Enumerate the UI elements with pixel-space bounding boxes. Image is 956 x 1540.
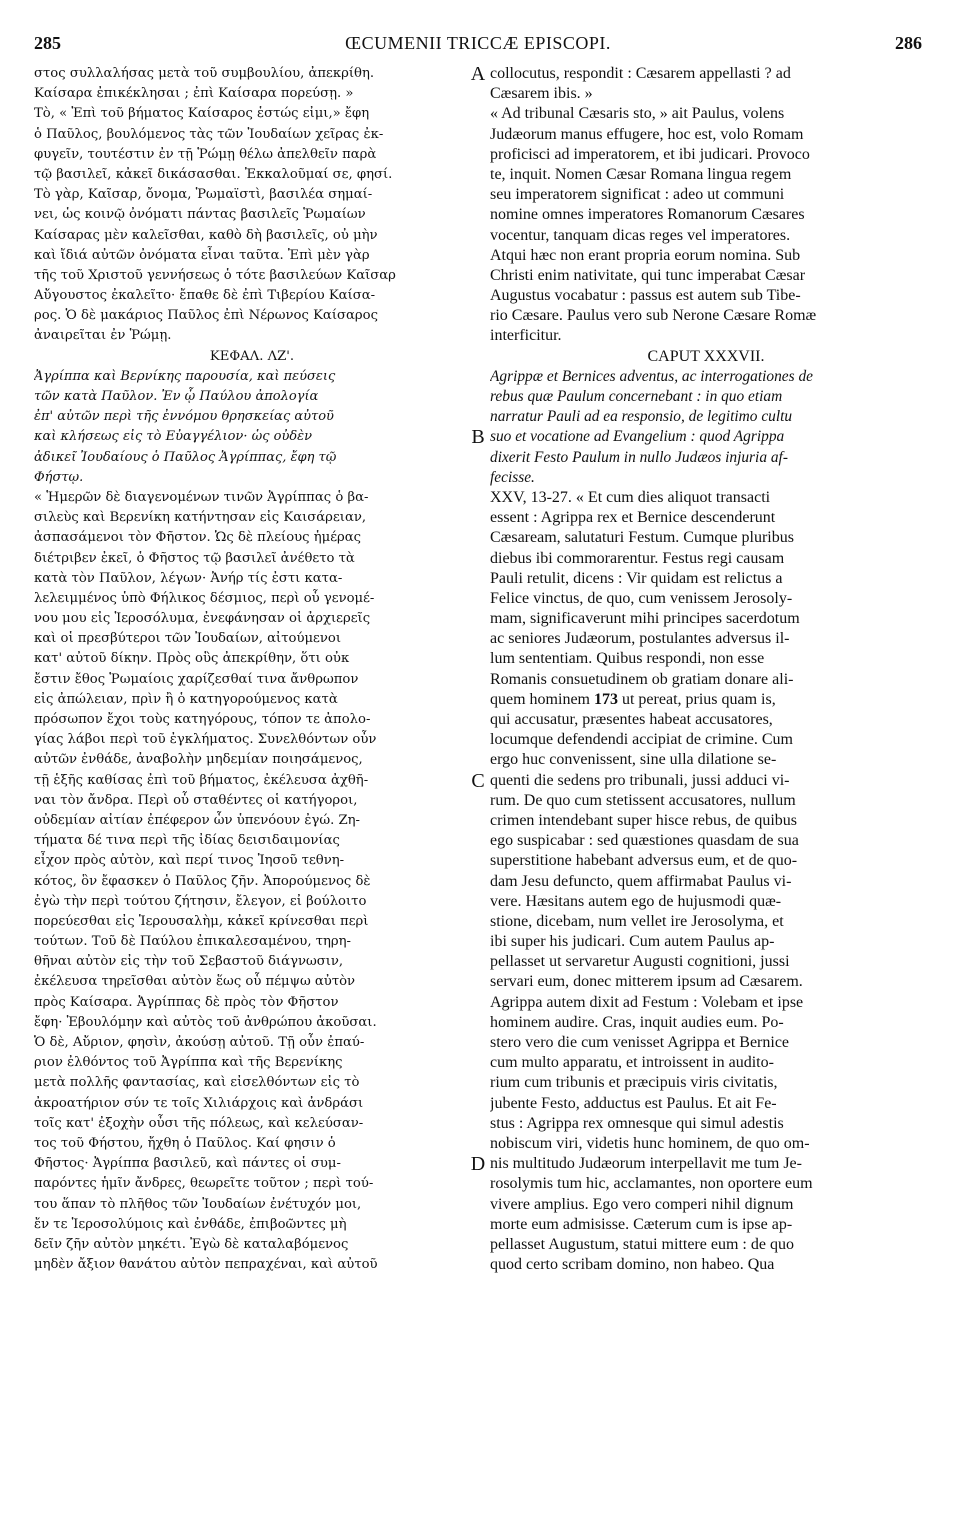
latin-text-line: vocentur, tanquam dicas reges vel imperatores. bbox=[490, 226, 791, 244]
latin-text-line: stione, dicebam, num vellet ire Jerosolyma, et bbox=[490, 912, 784, 930]
latin-text-line: Agrippa autem dixit ad Festum : Volebam et ipse bbox=[490, 993, 804, 1011]
latin-text-line: servari eum, donec mitterem ipsum ad Cæsarem. bbox=[490, 973, 803, 991]
latin-text-line: Judæorum manus effugere, hoc est, volo Romam bbox=[490, 125, 804, 143]
latin-text-line: ac seniores Judæorum, postulantes adversus il- bbox=[490, 630, 790, 648]
latin-text-line: collocutus, respondit : Cæsarem appellasti ? ad bbox=[490, 65, 791, 82]
greek-summary-line: Φήστῳ. bbox=[34, 469, 84, 485]
latin-text-line: lum sententiam. Quibus respondi, non esse bbox=[490, 650, 765, 668]
greek-text-line: αὐτῶν ἐνθάδε, ἀναβολὴν μηδεμίαν ποιησάμενος, bbox=[34, 752, 363, 768]
greek-text-line: ἔφη· Ἐβουλόμην καὶ αὐτὸς τοῦ ἀνθρώπου ἀκοῦσαι. bbox=[34, 1014, 377, 1030]
greek-text-line: νει, ὡς κοινῷ ὀνόματι πάντας βασιλεῖς Ῥωμαίων bbox=[34, 207, 366, 223]
greek-text-line: τος τοῦ Φήστου, ἤχθη ὁ Παῦλος. Καί φησιν ὁ bbox=[34, 1135, 336, 1151]
latin-text-line: Atqui hæc non erant propria eorum nomina. Sub bbox=[490, 246, 801, 264]
page-number-right: 286 bbox=[895, 33, 922, 53]
greek-text-line: Καίσαρα ἐπικέκλησαι ; ἐπὶ Καίσαρα πορεύσῃ. » bbox=[34, 86, 354, 102]
greek-text-line: νου μου εἰς Ἱεροσόλυμα, ἐνεφάνησαν οἱ ἀρχιερεῖς bbox=[34, 611, 371, 627]
greek-text-line: κότος, ὃν ἔφασκεν ὁ Παῦλος ζῆν. Ἀπορούμενος δὲ bbox=[34, 873, 371, 889]
greek-text-line: μετὰ πολλῆς φαντασίας, καὶ εἰσελθόντων εἰς τὸ bbox=[34, 1075, 360, 1091]
greek-text-line: ἀναιρεῖται ἐν Ῥώμῃ. bbox=[34, 328, 172, 344]
greek-text-line: εἰς ἀπώλειαν, πρὶν ἢ ὁ κατηγορούμενος κατὰ bbox=[34, 691, 338, 707]
latin-summary-line: Agrippæ et Bernices adventus, ac interrogationes de bbox=[490, 367, 814, 385]
latin-summary-line: dixerit Festo Paulum in nullo Judæos injuria af- bbox=[490, 448, 788, 466]
latin-text-line: jubente Festo, adductus est Paulus. Et ait Fe- bbox=[490, 1094, 777, 1112]
greek-text-line: τήματα δέ τινα περὶ τῆς ἰδίας δεισιδαιμονίας bbox=[34, 833, 340, 849]
latin-text-line: locumque defendendi accipiat de crimine. Cum bbox=[490, 731, 793, 749]
latin-text-line: XXV, 13-27. « Et cum dies aliquot transacti bbox=[490, 488, 771, 506]
column-number-173: 173 bbox=[593, 690, 618, 708]
latin-text-line: essent : Agrippa rex et Bernice descenderunt bbox=[490, 509, 776, 527]
greek-text-line: τῇ ἑξῆς καθίσας ἐπὶ τοῦ βήματος, ἐκέλευσα ἀχθῆ- bbox=[34, 772, 369, 788]
greek-chapter-heading: ΚΕΦΑΛ. ΛΖ'. bbox=[209, 348, 295, 364]
greek-text-line: διέτριβεν ἐκεῖ, ὁ Φῆστος τῷ βασιλεῖ ἀνέθετο τὰ bbox=[34, 550, 355, 566]
greek-text-line: ἐγὼ τὴν περὶ τούτου ζήτησιν, ἔλεγον, εἰ βούλοιτο bbox=[34, 893, 367, 909]
latin-text-line: Cæsaream, salutaturi Festum. Cumque pluribus bbox=[490, 529, 794, 547]
margin-letter-a: A bbox=[470, 63, 486, 85]
greek-text-line: του ἅπαν τὸ πλῆθος τῶν Ἰουδαίων ἐνέτυχόν μοι, bbox=[34, 1196, 362, 1212]
margin-letter-c: C bbox=[471, 770, 485, 792]
greek-text-line: εἶχον πρὸς αὐτὸν, καὶ περί τινος Ἰησοῦ τεθνη- bbox=[34, 853, 345, 869]
latin-text-line: Pauli retulit, dicens : Vir quidam est relictus a bbox=[490, 569, 783, 587]
greek-text-line: Τὸ, « Ἐπὶ τοῦ βήματος Καίσαρος ἑστώς εἰμι,» ἔφη bbox=[34, 106, 370, 122]
latin-text-line: nis multitudo Judæorum interpellavit me tum Je- bbox=[490, 1155, 802, 1173]
latin-text-line: ego suspicabar : sed quæstiones quasdam de sua bbox=[490, 832, 799, 850]
greek-text-line: καὶ ἴδιά αὐτῶν ὀνόματα εἶναι ταῦτα. Ἐπὶ μὲν γὰρ bbox=[34, 247, 370, 263]
latin-text-line: interficitur. bbox=[490, 327, 562, 345]
margin-letter-b: B bbox=[471, 426, 485, 448]
latin-text-line: te, inquit. Nomen Cæsar Romana lingua regem bbox=[490, 165, 792, 183]
greek-text-line: κατὰ τὸν Παῦλον, λέγων· Ἀνήρ τίς ἐστι κατα- bbox=[34, 570, 343, 586]
latin-text-line: pellasset Augustum, statui mittere eum : de quo bbox=[490, 1235, 794, 1253]
greek-summary-line: Ἀγρίππα καὶ Βερνίκης παρουσία, καὶ πεύσεις bbox=[34, 368, 336, 384]
greek-text-line: ὁ Παῦλος, βουλόμενος τὰς τῶν Ἰουδαίων χεῖρας ἐκ- bbox=[34, 126, 384, 142]
latin-summary-line: suo et vocatione ad Evangelium : quod Agrippa bbox=[490, 428, 785, 446]
greek-text-line: Αὔγουστος ἐκαλεῖτο· ἔπαθε δὲ ἐπὶ Τιβερίου Καίσα- bbox=[34, 288, 376, 304]
latin-text-line: rium cum tribunis et præcipuis viris civitatis, bbox=[490, 1074, 778, 1092]
latin-text-line: rosolymis tum hic, acclamantes, non oportere eum bbox=[490, 1175, 813, 1193]
greek-summary-line: ἐπ' αὐτῶν περὶ τῆς ἐννόμου θρησκείας αὐτοῦ bbox=[34, 409, 334, 425]
latin-text-line: seu imperatorem significat : adeo ut communi bbox=[490, 186, 785, 204]
latin-text-line: stus : Agrippa rex omnesque qui simul adestis bbox=[490, 1114, 784, 1132]
page-header bbox=[34, 33, 922, 59]
greek-text-line: τούτων. Τοῦ δὲ Παύλου ἐπικαλεσαμένου, τηρη- bbox=[34, 934, 352, 950]
greek-text-line: ρος. Ὁ δὲ μακάριος Παῦλος ἐπὶ Νέρωνος Καίσαρος bbox=[34, 308, 378, 324]
greek-text-line: ναι τὸν ἄνδρα. Περὶ οὗ σταθέντες οἱ κατήγοροι, bbox=[34, 792, 358, 808]
greek-text-line: ἐκέλευσα τηρεῖσθαι αὐτὸν ἕως οὗ πέμψω αὐτὸν bbox=[34, 974, 356, 990]
greek-text-line: ἔστιν ἔθος Ῥωμαίοις χαρίζεσθαί τινα ἄνθρωπον bbox=[34, 671, 359, 687]
latin-text-line: quod certo scribam domino, non habeo. Qua bbox=[490, 1256, 775, 1274]
latin-text-line: rum. De quo cum stetissent accusatores, nullum bbox=[490, 791, 796, 809]
greek-summary-line: καὶ κλήσεως εἰς τὸ Εὐαγγέλιον· ὡς οὐδὲν bbox=[34, 429, 313, 445]
latin-summary-line: rebus quæ Paulum concernebant : in quo etiam bbox=[490, 388, 783, 405]
latin-column bbox=[490, 64, 922, 1275]
greek-text-line: πρόσωπον ἔχοι τοὺς κατηγόρους, τόπον τε ἀπολο- bbox=[34, 712, 371, 727]
greek-text-line: πορεύεσθαι εἰς Ἱερουσαλὴμ, κἀκεῖ κρίνεσθαι περὶ bbox=[34, 913, 369, 929]
latin-text-line: mam, significaverunt mihi principes sacerdotum bbox=[490, 610, 800, 628]
greek-text-line: τῆς τοῦ Χριστοῦ γεννήσεως ὁ τότε βασιλεύων Καῖσαρ bbox=[34, 267, 396, 283]
latin-text-line: crimen intendebant super hisce rebus, de quibus bbox=[490, 811, 798, 829]
latin-text-line: morte eum admisisse. Cæterum cum is ipse ap- bbox=[490, 1215, 793, 1233]
latin-text-line: pellasset ut servaretur Augusti cognitioni, jussi bbox=[490, 953, 790, 971]
latin-text-line: nomine omnes imperatores Romanorum Cæsares bbox=[490, 206, 805, 224]
latin-text-line: vivere amplius. Ego vero comperi nihil dignum bbox=[490, 1195, 794, 1213]
greek-text-line: « Ἡμερῶν δὲ διαγενομένων τινῶν Ἀγρίππας ὁ βα- bbox=[34, 489, 369, 505]
greek-text-line: παρόντες ἡμῖν ἄνδρες, θεωρεῖτε τοῦτον ; περὶ τού- bbox=[34, 1176, 374, 1192]
latin-text-line: Augustus vocabatur : passus est autem sub Tibe- bbox=[490, 287, 801, 305]
greek-text-line: γίας λάβοι περὶ τοῦ ἐγκλήματος. Συνελθόντων οὖν bbox=[34, 732, 377, 748]
latin-text-line: Christi enim nativitate, qui tunc imperabat Cæsar bbox=[490, 266, 806, 284]
latin-text-line: vere. Hæsitans autem ego de hujusmodi quæ- bbox=[490, 892, 782, 910]
greek-text-line: Φῆστος· Ἀγρίππα βασιλεῦ, καὶ πάντες οἱ συμ- bbox=[34, 1156, 341, 1172]
latin-text-line: proficisci ad imperatorem, et ibi judicari. Provoco bbox=[490, 145, 810, 163]
latin-text-line: superstitione habebant adversus eum, et de quo- bbox=[490, 852, 798, 870]
latin-text-line: rio Cæsare. Paulus vero sub Nerone Cæsare Romæ bbox=[490, 307, 817, 325]
greek-text-line: κατ' αὐτοῦ δίκην. Πρὸς οὓς ἀπεκρίθην, ὅτι οὐκ bbox=[34, 651, 350, 667]
latin-text-line: « Ad tribunal Cæsaris sto, » ait Paulus, volens bbox=[490, 105, 785, 123]
greek-text-line: δεῖν ζῆν αὐτὸν μηκέτι. Ἐγὼ δὲ καταλαβόμενος bbox=[34, 1236, 349, 1252]
greek-text-line: οὐδεμίαν αἰτίαν ἐπέφερον ὧν ὑπενόουν ἐγώ. Ζη- bbox=[34, 812, 360, 828]
greek-text-line: Καίσαρας μὲν καλεῖσθαι, καθὸ δὴ βασιλεῖς, οὐ μὴν bbox=[34, 227, 378, 243]
greek-text-line: Τὸ γὰρ, Καῖσαρ, ὄνομα, Ῥωμαϊστὶ, βασιλέα σημαί- bbox=[34, 187, 373, 203]
greek-text-line: σιλεὺς καὶ Βερενίκη κατήντησαν εἰς Καισάρειαν, bbox=[34, 510, 367, 526]
greek-text-line: ἔν τε Ἱεροσολύμοις καὶ ἐνθάδε, ἐπιβοῶντες μὴ bbox=[34, 1216, 347, 1232]
margin-letter-d: D bbox=[470, 1153, 486, 1175]
greek-text-line: θῆναι αὐτὸν εἰς τὴν τοῦ Σεβαστοῦ διάγνωσιν, bbox=[34, 954, 344, 970]
greek-text-line: ἀσπασάμενοι τὸν Φῆστον. Ὡς δὲ πλείους ἡμέρας bbox=[34, 530, 362, 546]
latin-text-line: diebus ibi commorarentur. Festus regi causam bbox=[490, 549, 785, 567]
greek-text-line: φυγεῖν, τουτέστιν ἐν τῇ Ῥώμῃ θέλω ἀπελθεῖν παρὰ bbox=[34, 146, 377, 162]
greek-text-line: τῷ βασιλεῖ, κἀκεῖ δικάσασθαι. Ἐκκαλοῦμαί σε, φησί. bbox=[34, 166, 393, 182]
latin-text-line: Romanis consuetudinem ob gratiam donare ali- bbox=[490, 670, 794, 688]
latin-text-line: qui accusatur, præsentes habeat accusatores, bbox=[490, 711, 773, 728]
greek-text-line: Ὁ δὲ, Αὔριον, φησὶν, ἀκούσῃ αὐτοῦ. Τῇ οὖν ἐπαύ- bbox=[34, 1035, 365, 1050]
latin-chapter-heading: CAPUT XXXVII. bbox=[647, 347, 765, 365]
greek-text-line: λελειμμένος ὑπὸ Φήλικος δέσμιος, περὶ οὗ γενομέ- bbox=[34, 590, 375, 606]
latin-text-line bbox=[490, 690, 922, 710]
latin-text-line: ergo huc convenissent, sine ulla dilatione se- bbox=[490, 751, 777, 769]
greek-summary-line: ἀδικεῖ Ἰουδαίους ὁ Παῦλος Ἀγρίππας, ἔφη τῷ bbox=[34, 449, 337, 465]
latin-text-line: ibi super his judicari. Cum autem Paulus ap- bbox=[490, 933, 775, 951]
greek-text-line: ἀκροατήριον σύν τε τοῖς Χιλιάρχοις καὶ ἀνδράσι bbox=[34, 1095, 364, 1111]
latin-summary-line: fecisse. bbox=[490, 468, 535, 486]
greek-text-line: μηδὲν ἄξιον θανάτου αὐτὸν πεπραχέναι, καὶ αὐτοῦ bbox=[34, 1257, 378, 1273]
greek-text-line: καὶ οἱ πρεσβύτεροι τῶν Ἰουδαίων, αἰτούμενοι bbox=[34, 631, 342, 647]
latin-text-line: quenti die sedens pro tribunali, jussi adduci vi- bbox=[490, 771, 790, 789]
latin-text-line: Felice vinctus, de quo, cum venissem Jerosoly- bbox=[490, 589, 793, 607]
latin-line-text: ut pereat, prius quam is, bbox=[617, 690, 776, 708]
latin-text-line: dam Jesu defuncto, quem affirmabat Paulus vi- bbox=[490, 872, 792, 890]
greek-text-line: τοῖς κατ' ἐξοχὴν οὖσι τῆς πόλεως, καὶ κελεύσαν- bbox=[34, 1115, 364, 1131]
page-number-left: 285 bbox=[34, 33, 61, 53]
latin-text-line: nobiscum viri, videtis hunc hominem, de quo om- bbox=[490, 1134, 810, 1152]
running-title: ŒCUMENII TRICCÆ EPISCOPI. bbox=[345, 33, 611, 53]
latin-text-line: stero vero die cum venisset Agrippa et Bernice bbox=[490, 1034, 790, 1051]
latin-summary-line: narratur Pauli ad ea responsio, de legitimo cultu bbox=[490, 408, 793, 426]
latin-text-line: Cæsarem ibis. » bbox=[490, 85, 593, 103]
greek-text-line: ριον ἐλθόντος τοῦ Ἀγρίππα καὶ τῆς Βερενίκης bbox=[34, 1055, 343, 1071]
latin-text-line: hominem audire. Cras, inquit audies eum. Po- bbox=[490, 1013, 784, 1031]
latin-text-line: cum multo apparatu, et introissent in audito- bbox=[490, 1054, 774, 1072]
greek-summary-line: τῶν κατὰ Παῦλον. Ἐν ᾧ Παύλου ἀπολογία bbox=[34, 389, 319, 404]
greek-text-line: πρὸς Καίσαρα. Ἀγρίππας δὲ πρὸς τὸν Φῆστον bbox=[34, 994, 339, 1010]
latin-line-text: quem hominem bbox=[490, 690, 594, 708]
greek-column bbox=[34, 64, 470, 1275]
greek-text-line: στος συλλαλήσας μετὰ τοῦ συμβουλίου, ἀπεκρίθη. bbox=[34, 66, 375, 81]
